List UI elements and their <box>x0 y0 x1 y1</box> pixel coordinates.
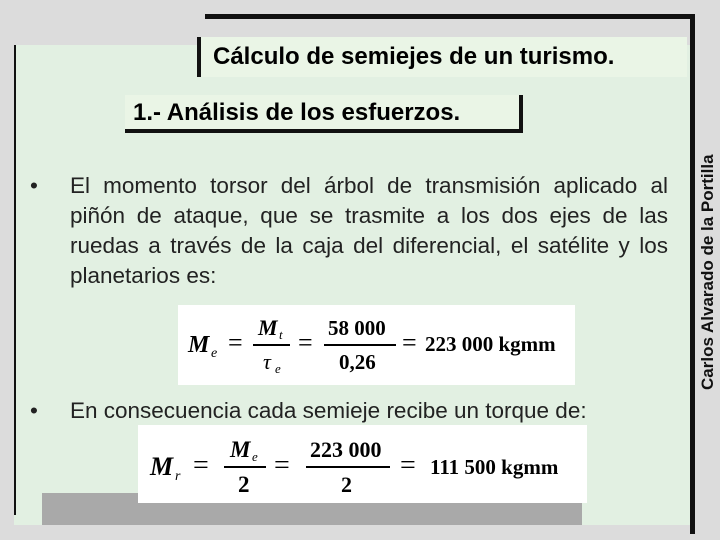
bullet-symbol: • <box>30 398 38 423</box>
f2-eq1: = <box>193 450 209 481</box>
f1-den1-sub: e <box>275 361 281 376</box>
f1-den1: τ <box>263 349 271 374</box>
f1-lhs-sub: e <box>211 346 218 361</box>
f2-den2: 2 <box>341 472 352 497</box>
author-credit: Carlos Alvarado de la Portilla <box>698 154 717 390</box>
f2-eq3: = <box>400 450 416 481</box>
f2-den1: 2 <box>238 472 250 497</box>
left-frame-line <box>14 45 16 515</box>
subtitle-box <box>125 95 523 133</box>
section-heading: 1.- Análisis de los esfuerzos. <box>133 99 461 126</box>
f1-eq1: = <box>228 328 243 357</box>
bullet-symbol: • <box>30 173 38 198</box>
f1-result: 223 000 kgmm <box>425 332 556 356</box>
formula-torque-per-axle <box>138 425 587 503</box>
f1-lhs: M <box>188 332 210 358</box>
top-frame-bar <box>205 14 693 19</box>
f2-num2: 223 000 <box>310 437 382 462</box>
f2-eq2: = <box>274 450 290 481</box>
bullet-item <box>30 171 670 296</box>
slide-title: Cálculo de semiejes de un turismo. <box>213 43 615 70</box>
f1-eq3: = <box>402 328 417 357</box>
f2-num1-sub: e <box>252 449 258 464</box>
f1-num1: M <box>258 315 278 340</box>
formula-torque-total <box>178 305 575 385</box>
right-frame-bar <box>690 14 695 534</box>
bullet-text: En consecuencia cada semieje recibe un torque de: <box>70 398 587 423</box>
f2-lhs: M <box>150 452 174 481</box>
f1-eq2: = <box>298 328 313 357</box>
f2-lhs-sub: r <box>175 469 181 484</box>
f2-num1: M <box>230 437 251 462</box>
title-box <box>197 37 687 77</box>
bullet-text: El momento torsor del árbol de transmisión aplicado al piñón de ataque, que se trasmite a los dos ejes de las ruedas a través de la caja del diferencial, el satélite y los planetarios es: <box>70 173 668 288</box>
f1-num1-sub: t <box>279 327 283 342</box>
f1-den2: 0,26 <box>339 350 376 374</box>
f1-num2: 58 000 <box>328 316 386 340</box>
f2-result: 111 500 kgmm <box>430 455 559 479</box>
